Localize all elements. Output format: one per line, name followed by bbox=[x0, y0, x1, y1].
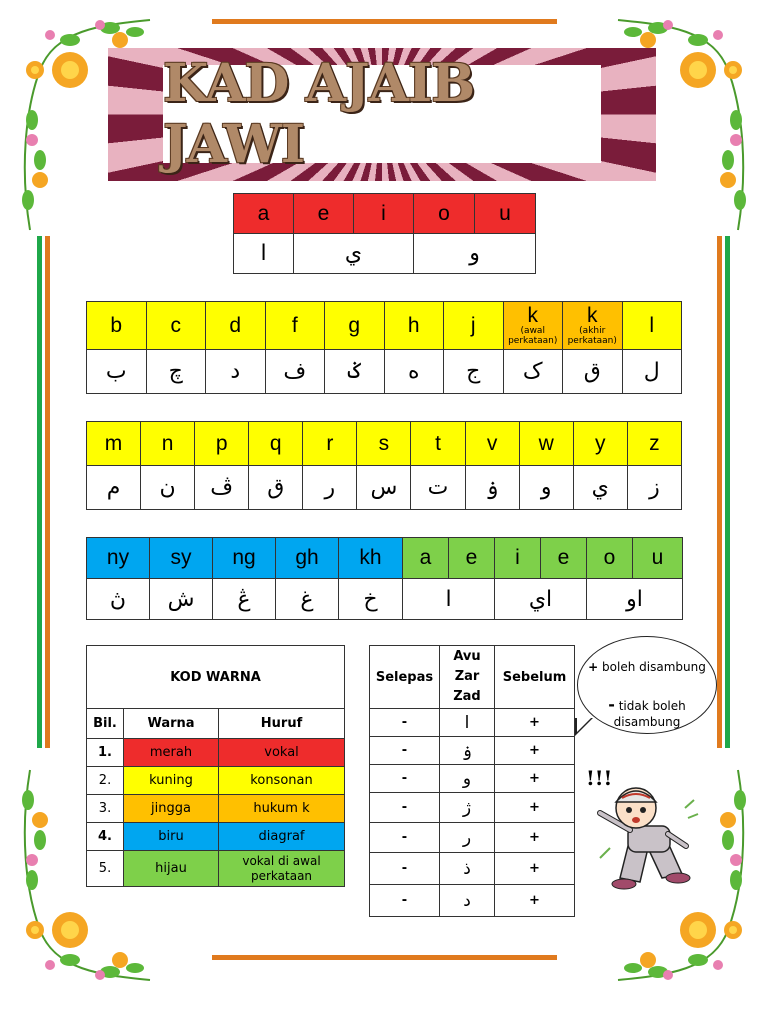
row-letter: د bbox=[440, 885, 495, 917]
color-code-heading-row bbox=[87, 646, 345, 709]
consonant-latin-cell: b bbox=[87, 302, 147, 350]
row-selepas: - bbox=[370, 853, 440, 885]
row-letter: ژ bbox=[440, 793, 495, 823]
row-sebelum: + bbox=[495, 853, 575, 885]
col-huruf-header: Huruf bbox=[219, 709, 345, 739]
digraph-latin-cell: kh bbox=[339, 538, 403, 579]
digraph-latin-cell: gh bbox=[276, 538, 339, 579]
row-letter: ذ bbox=[440, 853, 495, 885]
row-huruf: vokal bbox=[219, 739, 345, 767]
title-panel bbox=[163, 53, 601, 175]
hukum-k-awal-cell bbox=[503, 302, 563, 350]
consonant-latin-cell: d bbox=[206, 302, 266, 350]
consonant-table-2 bbox=[86, 421, 682, 510]
consonant-jawi-row-1 bbox=[87, 350, 682, 394]
consonant-latin-cell: t bbox=[411, 422, 465, 466]
exclamation-marks: !!! bbox=[586, 766, 613, 790]
left-border-bar-green bbox=[37, 236, 42, 748]
row-bil: 1. bbox=[87, 739, 124, 767]
digraph-latin-row bbox=[87, 538, 683, 579]
consonant-jawi-cell: ب bbox=[87, 350, 147, 394]
row-sebelum: + bbox=[495, 765, 575, 793]
consonant-latin-cell: y bbox=[573, 422, 627, 466]
row-selepas: - bbox=[370, 737, 440, 765]
row-warna: jingga bbox=[124, 795, 219, 823]
consonant-latin-cell: f bbox=[265, 302, 325, 350]
consonant-jawi-cell: ل bbox=[622, 350, 682, 394]
joining-row bbox=[370, 709, 575, 737]
row-sebelum: + bbox=[495, 737, 575, 765]
vowel-latin-cell: a bbox=[234, 194, 294, 234]
vowel-latin-cell: u bbox=[475, 194, 536, 234]
consonant-latin-cell: h bbox=[384, 302, 444, 350]
plus-sign: + bbox=[588, 660, 599, 674]
row-sebelum: + bbox=[495, 793, 575, 823]
consonant-latin-cell: j bbox=[444, 302, 504, 350]
joining-row bbox=[370, 823, 575, 853]
speech-bubble bbox=[577, 636, 717, 734]
consonant-jawi-row-2 bbox=[87, 466, 682, 510]
consonant-latin-cell: s bbox=[357, 422, 411, 466]
right-border-bar-green bbox=[725, 236, 730, 748]
joining-header-row bbox=[370, 646, 575, 709]
digraph-jawi-cell: ڠ bbox=[213, 579, 276, 620]
initial-vowel-jawi-cell: اي bbox=[495, 579, 587, 620]
initial-vowel-jawi-cell: ا bbox=[403, 579, 495, 620]
consonant-latin-cell: n bbox=[141, 422, 195, 466]
row-huruf: hukum k bbox=[219, 795, 345, 823]
col-warna-header: Warna bbox=[124, 709, 219, 739]
plus-note bbox=[586, 659, 708, 675]
consonant-jawi-cell: ݢ bbox=[325, 350, 385, 394]
row-letter: ر bbox=[440, 823, 495, 853]
color-code-header-row bbox=[87, 709, 345, 739]
initial-vowel-latin-cell: a bbox=[403, 538, 449, 579]
vowel-jawi-cell: و bbox=[414, 234, 536, 274]
initial-vowel-jawi-cell: او bbox=[587, 579, 683, 620]
vowel-latin-row bbox=[234, 194, 536, 234]
vowel-latin-cell: e bbox=[294, 194, 354, 234]
color-code-row bbox=[87, 795, 345, 823]
row-sebelum: + bbox=[495, 823, 575, 853]
row-letter: و bbox=[440, 765, 495, 793]
vowel-jawi-row bbox=[234, 234, 536, 274]
consonant-jawi-cell: ج bbox=[444, 350, 504, 394]
consonant-jawi-cell: ۏ bbox=[465, 466, 519, 510]
row-sebelum: + bbox=[495, 709, 575, 737]
row-bil: 3. bbox=[87, 795, 124, 823]
consonant-jawi-cell: ت bbox=[411, 466, 465, 510]
minus-note-text: tidak boleh disambung bbox=[613, 699, 686, 729]
consonant-latin-cell: p bbox=[195, 422, 249, 466]
vowel-latin-cell: o bbox=[414, 194, 475, 234]
initial-vowel-latin-cell: o bbox=[587, 538, 633, 579]
digraph-latin-cell: ny bbox=[87, 538, 150, 579]
row-letter: ۏ bbox=[440, 737, 495, 765]
initial-vowel-latin-cell: u bbox=[633, 538, 683, 579]
consonant-jawi-cell: چ bbox=[146, 350, 206, 394]
row-sebelum: + bbox=[495, 885, 575, 917]
consonant-latin-cell: v bbox=[465, 422, 519, 466]
row-selepas: - bbox=[370, 709, 440, 737]
left-border-bar-orange bbox=[45, 236, 50, 748]
hukum-k-note: (akhir perkataan) bbox=[567, 325, 617, 346]
digraph-latin-cell: sy bbox=[150, 538, 213, 579]
consonant-latin-row-1 bbox=[87, 302, 682, 350]
bottom-border-bar bbox=[212, 955, 557, 960]
minus-note bbox=[586, 697, 708, 730]
consonant-jawi-cell: ک bbox=[503, 350, 563, 394]
consonant-latin-row-2 bbox=[87, 422, 682, 466]
row-letter: ا bbox=[440, 709, 495, 737]
vowel-table bbox=[233, 193, 536, 274]
row-warna: biru bbox=[124, 823, 219, 851]
col-sebelum-header: Sebelum bbox=[495, 646, 575, 709]
row-warna: kuning bbox=[124, 767, 219, 795]
digraph-jawi-cell: ڽ bbox=[87, 579, 150, 620]
digraph-jawi-cell: ش bbox=[150, 579, 213, 620]
joining-row bbox=[370, 765, 575, 793]
plus-note-text: boleh disambung bbox=[602, 660, 706, 674]
consonant-jawi-cell: ن bbox=[141, 466, 195, 510]
row-selepas: - bbox=[370, 793, 440, 823]
digraph-jawi-row bbox=[87, 579, 683, 620]
consonant-jawi-cell: س bbox=[357, 466, 411, 510]
hukum-k-letter: k bbox=[587, 303, 598, 327]
row-huruf: diagraf bbox=[219, 823, 345, 851]
digraph-latin-cell: ng bbox=[213, 538, 276, 579]
consonant-jawi-cell: ف bbox=[265, 350, 325, 394]
title-banner bbox=[108, 48, 656, 181]
digraph-jawi-cell: خ bbox=[339, 579, 403, 620]
top-border-bar bbox=[212, 19, 557, 24]
initial-vowel-latin-cell: i bbox=[495, 538, 541, 579]
row-bil: 2. bbox=[87, 767, 124, 795]
col-avu-header: Avu Zar Zad bbox=[440, 646, 495, 709]
joining-row bbox=[370, 885, 575, 917]
page-title: KAD AJAIB JAWI bbox=[163, 53, 475, 175]
right-border-bar-orange bbox=[717, 236, 722, 748]
consonant-latin-cell: g bbox=[325, 302, 385, 350]
cartoon-boy-illustration bbox=[590, 778, 702, 896]
initial-vowel-latin-cell: e bbox=[541, 538, 587, 579]
color-code-heading: KOD WARNA bbox=[87, 646, 345, 709]
col-selepas-header: Selepas bbox=[370, 646, 440, 709]
consonant-jawi-cell: ر bbox=[303, 466, 357, 510]
hukum-k-akhir-cell bbox=[563, 302, 623, 350]
consonant-jawi-cell: د bbox=[206, 350, 266, 394]
vowel-jawi-cell: ي bbox=[294, 234, 414, 274]
consonant-jawi-cell: ه bbox=[384, 350, 444, 394]
minus-sign: - bbox=[608, 695, 615, 714]
color-code-row bbox=[87, 739, 345, 767]
digraph-table bbox=[86, 537, 683, 620]
speech-bubble-tail-inner bbox=[577, 718, 591, 732]
joining-row bbox=[370, 793, 575, 823]
color-code-row bbox=[87, 823, 345, 851]
row-huruf: konsonan bbox=[219, 767, 345, 795]
consonant-jawi-cell: ي bbox=[573, 466, 627, 510]
vowel-jawi-cell: ا bbox=[234, 234, 294, 274]
consonant-latin-cell: c bbox=[146, 302, 206, 350]
consonant-latin-cell: r bbox=[303, 422, 357, 466]
hukum-k-letter: k bbox=[527, 303, 538, 327]
consonant-latin-cell: w bbox=[519, 422, 573, 466]
consonant-latin-cell: z bbox=[627, 422, 681, 466]
col-bil-header: Bil. bbox=[87, 709, 124, 739]
consonant-table-1 bbox=[86, 301, 682, 394]
consonant-jawi-cell: م bbox=[87, 466, 141, 510]
joining-row bbox=[370, 737, 575, 765]
consonant-latin-cell: m bbox=[87, 422, 141, 466]
row-huruf: vokal di awal perkataan bbox=[219, 851, 345, 887]
row-warna: hijau bbox=[124, 851, 219, 887]
consonant-jawi-cell: ق bbox=[249, 466, 303, 510]
consonant-jawi-cell: ز bbox=[627, 466, 681, 510]
row-bil: 5. bbox=[87, 851, 124, 887]
consonant-latin-cell: q bbox=[249, 422, 303, 466]
hukum-k-note: (awal perkataan) bbox=[508, 325, 558, 346]
consonant-latin-cell: l bbox=[622, 302, 682, 350]
color-code-row bbox=[87, 767, 345, 795]
color-code-table bbox=[86, 645, 345, 887]
row-bil: 4. bbox=[87, 823, 124, 851]
joining-row bbox=[370, 853, 575, 885]
row-selepas: - bbox=[370, 823, 440, 853]
consonant-jawi-cell: ق bbox=[563, 350, 623, 394]
row-selepas: - bbox=[370, 885, 440, 917]
consonant-jawi-cell: ڤ bbox=[195, 466, 249, 510]
initial-vowel-latin-cell: e bbox=[449, 538, 495, 579]
consonant-jawi-cell: و bbox=[519, 466, 573, 510]
joining-rules-table bbox=[369, 645, 575, 917]
color-code-row bbox=[87, 851, 345, 887]
vowel-latin-cell: i bbox=[354, 194, 414, 234]
row-selepas: - bbox=[370, 765, 440, 793]
digraph-jawi-cell: غ bbox=[276, 579, 339, 620]
row-warna: merah bbox=[124, 739, 219, 767]
